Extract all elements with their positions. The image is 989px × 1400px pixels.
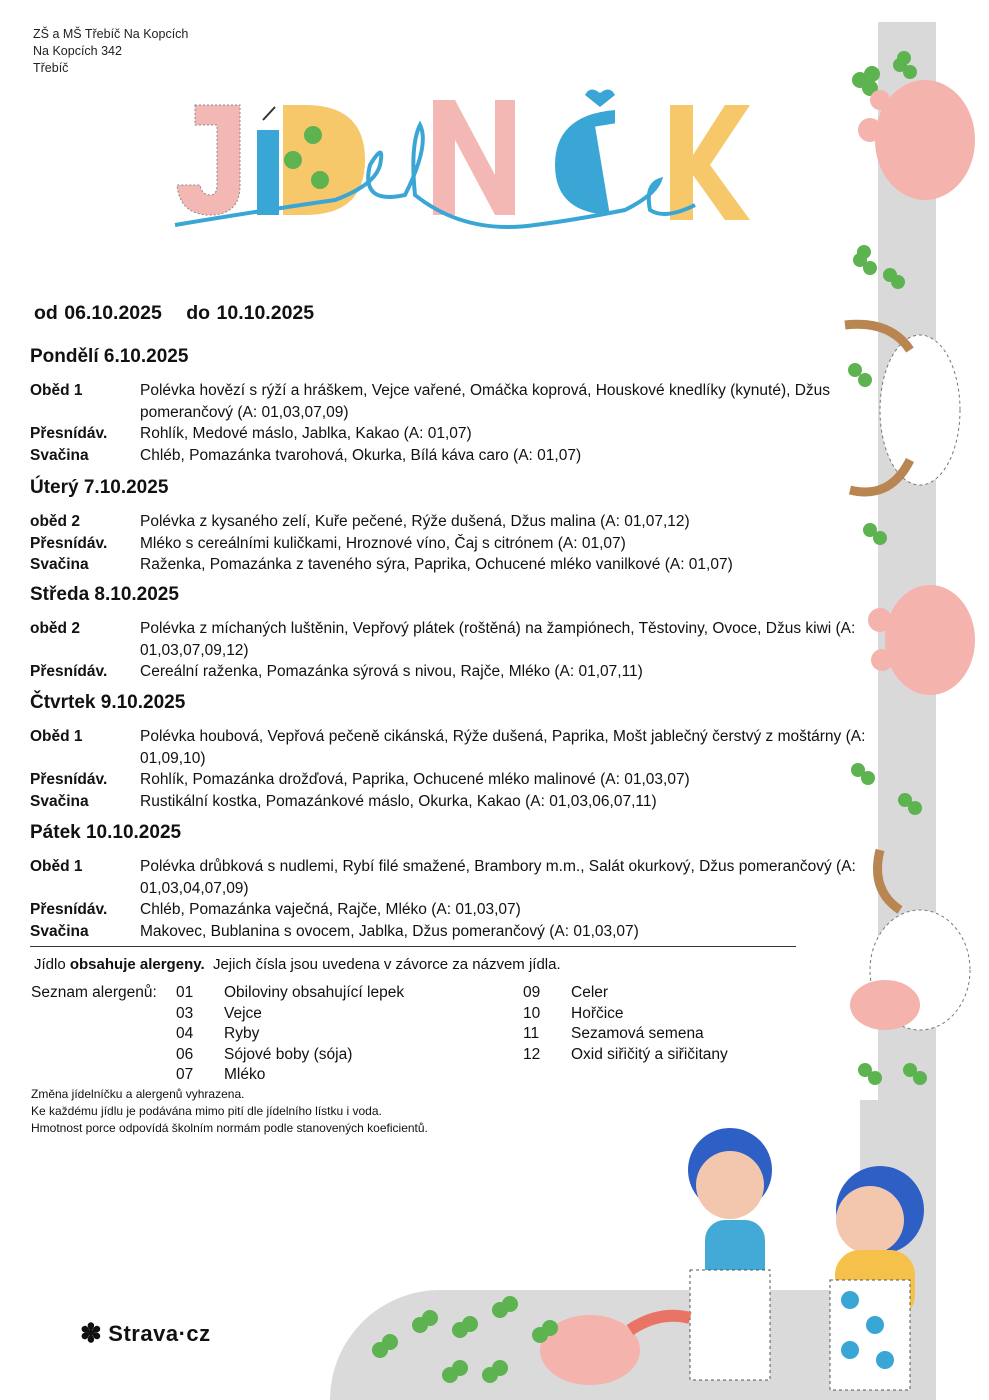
meal-text: Chléb, Pomazánka vaječná, Rajče, Mléko (A: 01,03,07): [140, 901, 521, 918]
menu-title-graphic: [165, 85, 755, 235]
meal-row: [30, 533, 930, 555]
allergen-item: 06 Sójové boby (sója): [176, 1045, 353, 1063]
day-heading: Pondělí 6.10.2025: [30, 346, 189, 367]
meal-text: Rohlík, Medové máslo, Jablka, Kakao (A: 01,07): [140, 425, 472, 442]
logo-text: Strava·cz: [108, 1320, 211, 1346]
date-range: [34, 302, 332, 325]
meal-label: Oběd 1: [30, 382, 83, 399]
allergen-list-label: Seznam alergenů:: [31, 984, 157, 1001]
footnote: Ke každému jídlu je podávána mimo pití dle jídelního lístku i voda.: [31, 1104, 382, 1118]
meal-text: Rohlík, Pomazánka drožďová, Paprika, Ochucené mléko malinové (A: 01,03,07): [140, 771, 690, 788]
meal-text: Mléko s cereálními kuličkami, Hroznové víno, Čaj s citrónem (A: 01,07): [140, 534, 626, 552]
date-from: od 06.10.2025: [34, 302, 162, 324]
day-section-monday: [30, 346, 930, 466]
meal-text: Chléb, Pomazánka tvarohová, Okurka, Bílá káva caro (A: 01,07): [140, 446, 582, 464]
allergen-item: 03 Vejce: [176, 1004, 262, 1022]
meal-label: Svačina: [30, 922, 89, 940]
meal-text: Polévka z míchaných luštěnin, Vepřový plátek (roštěná) na žampiónech, Těstoviny, Ovoce, Džus kiwi (A: 01,03,07,09,12): [140, 620, 856, 659]
kids-illustration: [540, 1090, 940, 1400]
footnote: Změna jídelníčku a alergenů vyhrazena.: [31, 1087, 245, 1101]
meal-label: Přesnídáv.: [30, 901, 108, 918]
meal-label: Přesnídáv.: [30, 663, 108, 680]
meal-row: [30, 618, 930, 661]
meal-label: oběd 2: [30, 513, 80, 530]
allergen-item: 10 Hořčice: [523, 1004, 624, 1022]
allergen-item: 01 Obiloviny obsahující lepek: [176, 984, 405, 1001]
meal-label: Svačina: [30, 446, 89, 464]
day-heading: Pátek 10.10.2025: [30, 822, 182, 843]
day-section-friday: [30, 822, 930, 942]
day-section-tuesday: [30, 477, 930, 576]
clover-cluster: [360, 1280, 600, 1400]
allergen-list-col2: [523, 983, 728, 1065]
meal-row: [30, 423, 930, 445]
school-city: Třebíč: [33, 61, 69, 75]
school-name: ZŠ a MŠ Třebíč Na Kopcích: [33, 27, 189, 41]
school-street: Na Kopcích 342: [33, 44, 122, 58]
day-heading: Úterý 7.10.2025: [30, 477, 169, 498]
day-heading: Středa 8.10.2025: [30, 584, 179, 605]
meal-text: Rustikální kostka, Pomazánkové máslo, Okurka, Kakao (A: 01,03,06,07,11): [140, 792, 657, 810]
meal-label: Oběd 1: [30, 728, 83, 745]
meal-row: [30, 769, 930, 791]
meal-row: [30, 899, 930, 921]
meal-row: [30, 661, 930, 683]
day-section-wednesday: [30, 584, 930, 683]
meal-row: [30, 856, 930, 899]
meal-text: Polévka drůbková s nudlemi, Rybí filé smažené, Brambory m.m., Salát okurkový, Džus pomerančový (A: 01,03,04,07,09): [140, 858, 856, 897]
flower-icon: ✽: [80, 1318, 103, 1348]
meal-label: oběd 2: [30, 620, 80, 637]
meal-text: Makovec, Bublanina s ovocem, Jablka, Džus pomerančový (A: 01,03,07): [140, 922, 639, 940]
allergen-item: 12 Oxid siřičitý a siřičitany: [523, 1045, 728, 1063]
allergen-item: 09 Celer: [523, 984, 609, 1001]
divider: [30, 946, 796, 947]
school-address: [33, 26, 188, 77]
allergen-item: 11 Sezamová semena: [523, 1025, 704, 1042]
meal-label: Přesnídáv.: [30, 534, 108, 552]
meal-row: [30, 791, 930, 813]
day-section-thursday: [30, 692, 930, 812]
meal-row: [30, 726, 930, 769]
pig-illustration: [875, 80, 975, 200]
meal-row: [30, 511, 930, 533]
allergen-intro: Jídlo obsahuje alergeny. Jejich čísla jsou uvedena v závorce za názvem jídla.: [34, 956, 561, 973]
allergen-list-col1: [176, 983, 404, 1086]
meal-text: Raženka, Pomazánka z taveného sýra, Paprika, Ochucené mléko vanilkové (A: 01,07): [140, 556, 733, 573]
date-to: do 10.10.2025: [186, 302, 315, 324]
day-heading: Čtvrtek 9.10.2025: [30, 692, 186, 713]
meal-row: [30, 554, 930, 576]
meal-row: [30, 380, 930, 423]
allergen-item: 07 Mléko: [176, 1066, 266, 1083]
meal-label: Přesnídáv.: [30, 771, 108, 788]
meal-label: Oběd 1: [30, 858, 83, 875]
footnotes: [31, 1086, 428, 1137]
meal-label: Přesnídáv.: [30, 425, 108, 442]
meal-text: Cereální raženka, Pomazánka sýrová s nivou, Rajče, Mléko (A: 01,07,11): [140, 663, 643, 680]
meal-row: [30, 445, 930, 467]
meal-text: Polévka hovězí s rýží a hráškem, Vejce vařené, Omáčka koprová, Houskové knedlíky (kynuté), Džus pomerančový (A: 01,03,07,09): [140, 382, 831, 421]
meal-text: Polévka houbová, Vepřová pečeně cikánská, Rýže dušená, Paprika, Mošt jablečný čerstvý z moštárny (A: 01,09,10): [140, 728, 866, 767]
footnote: Hmotnost porce odpovídá školním normám podle stanovených koeficientů.: [31, 1121, 428, 1135]
allergen-item: 04 Ryby: [176, 1025, 260, 1042]
meal-label: Svačina: [30, 556, 89, 573]
meal-text: Polévka z kysaného zelí, Kuře pečené, Rýže dušená, Džus malina (A: 01,07,12): [140, 513, 690, 530]
meal-label: Svačina: [30, 792, 89, 810]
meal-row: [30, 921, 930, 943]
strava-logo[interactable]: [80, 1318, 211, 1349]
